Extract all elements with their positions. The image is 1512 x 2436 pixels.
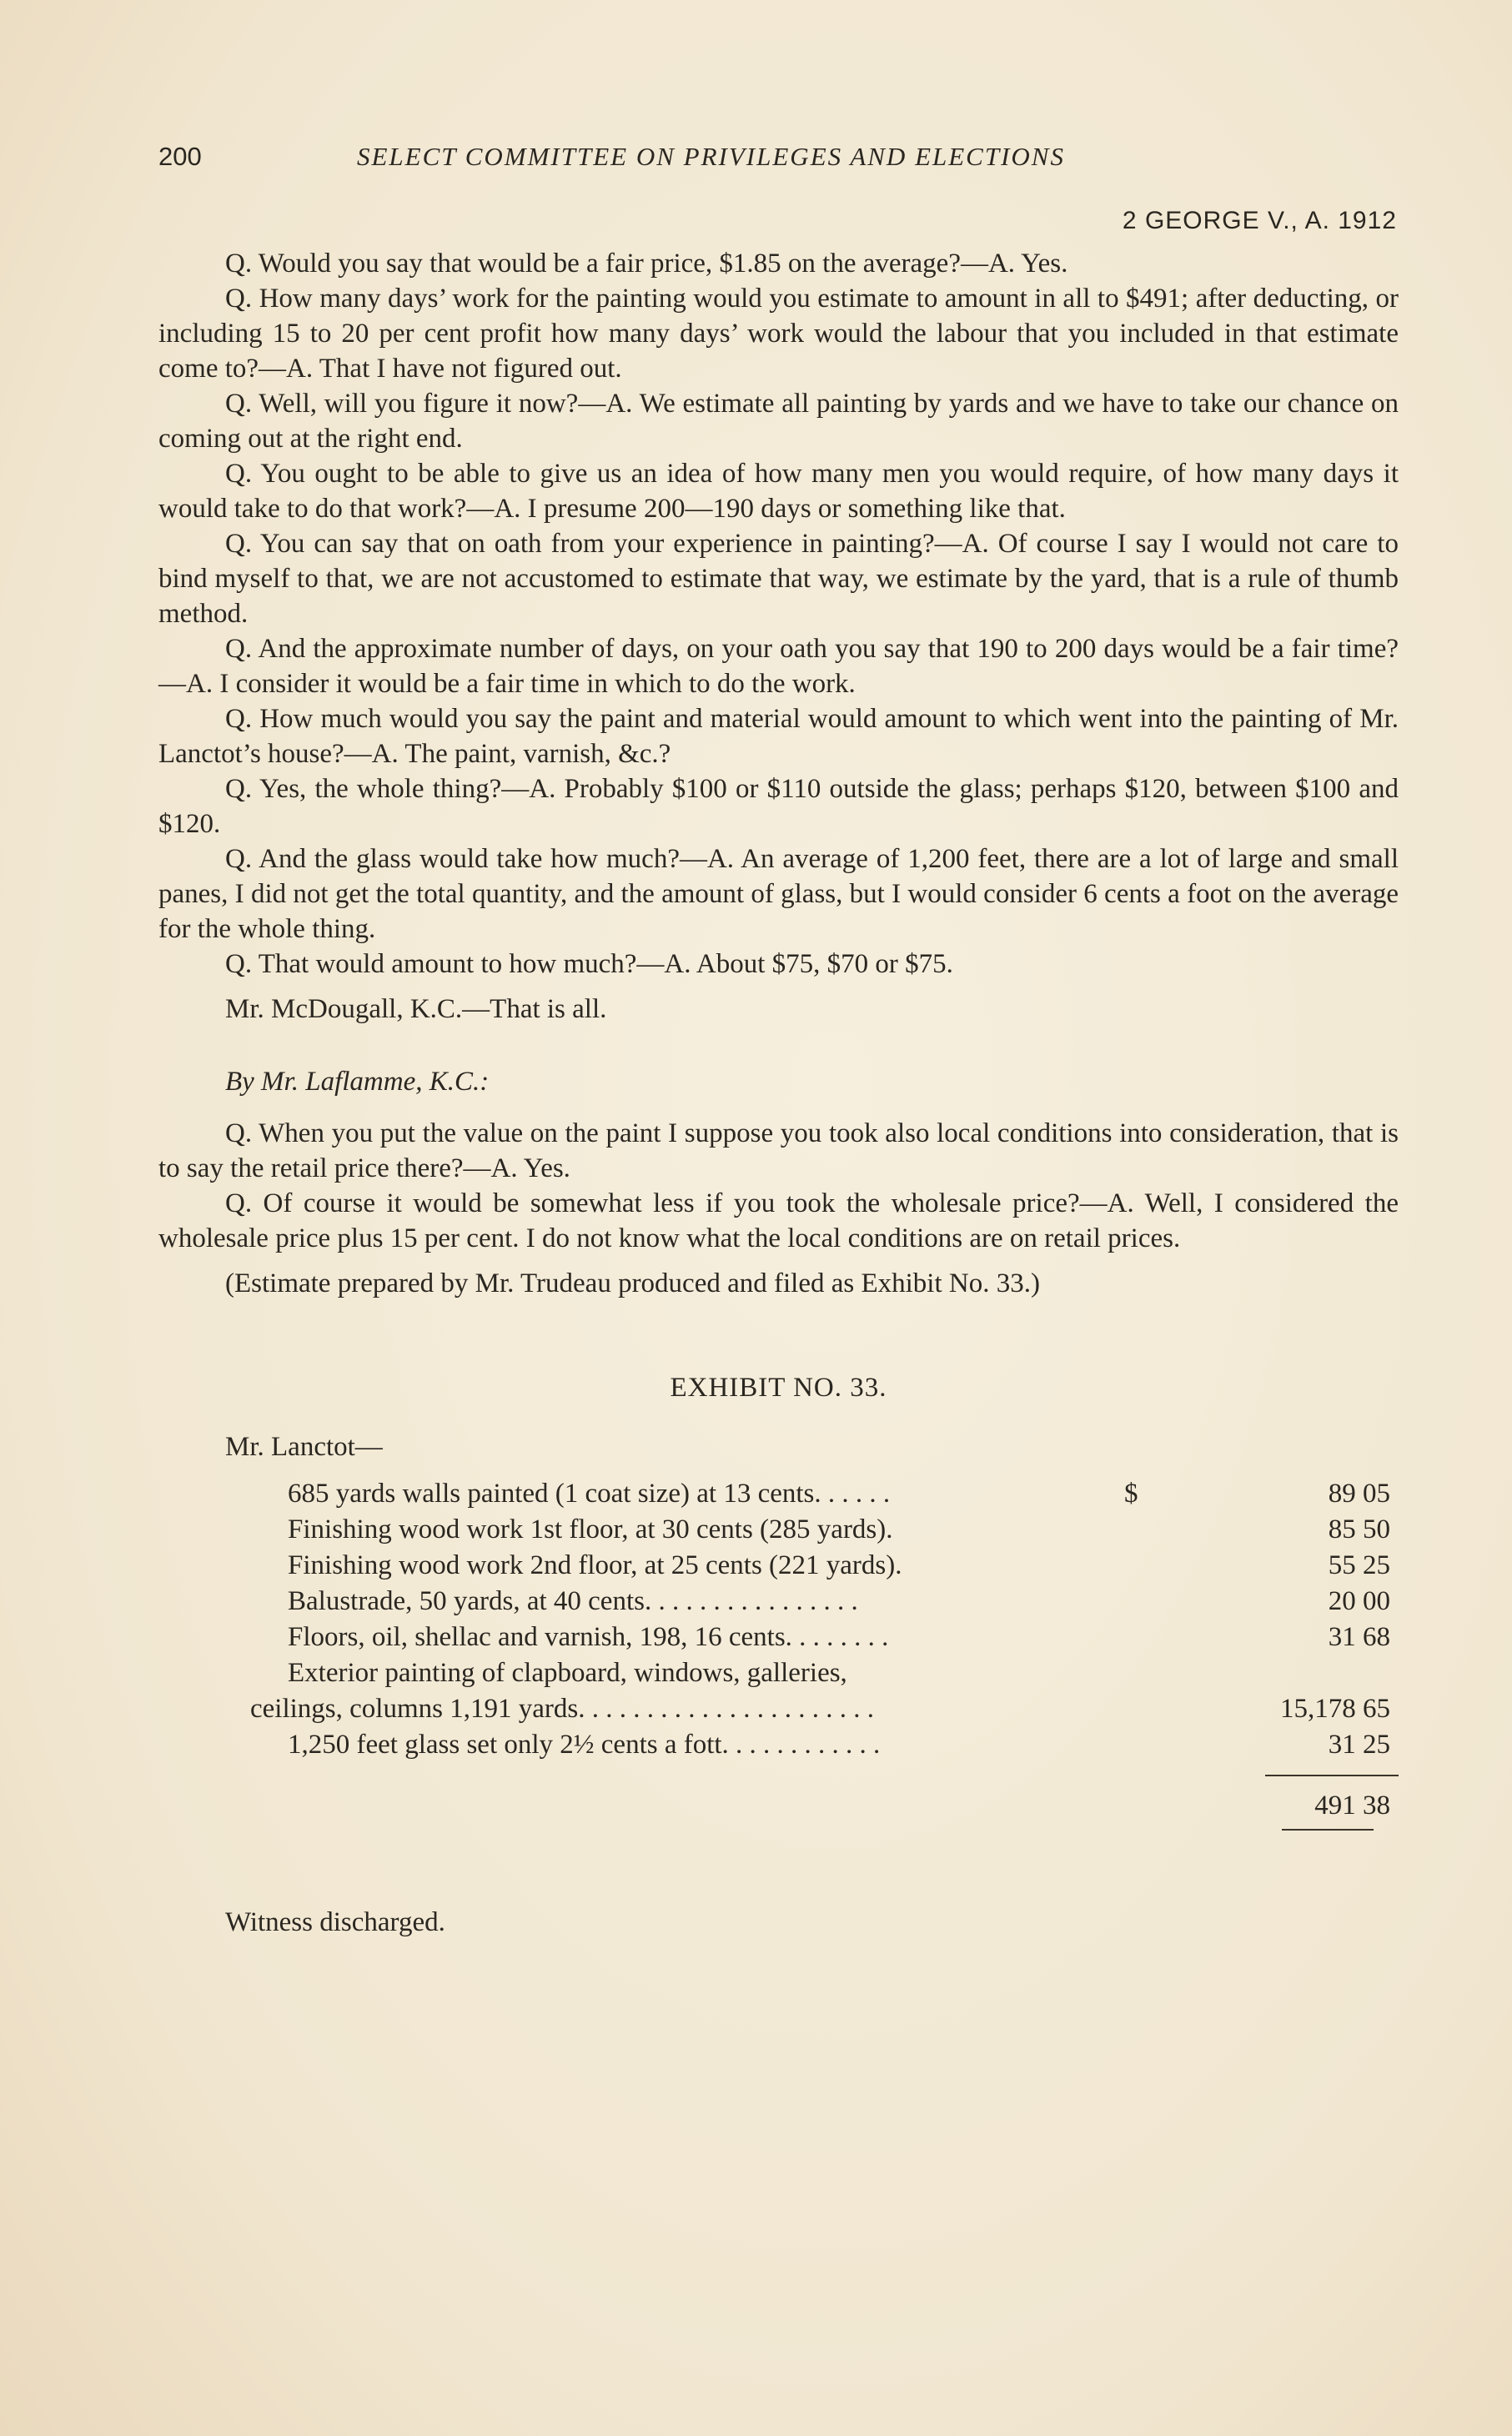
page-header: [158, 142, 1397, 234]
estimate-total: 491 38: [1314, 1791, 1390, 1821]
exhibit-addressee: Mr. Lanctot—: [225, 1432, 383, 1462]
estimate-row: [158, 1727, 1399, 1763]
exhibit-title: EXHIBIT NO. 33.: [670, 1373, 887, 1403]
testimony-paragraph: Q. Yes, the whole thing?—A. Probably $100 or $110 outside the glass; perhaps $120, between $100 and $120.: [158, 774, 1399, 839]
estimate-row: [158, 1655, 1399, 1691]
item-amount: 20 00: [1328, 1586, 1390, 1616]
testimony-paragraph: Q. You ought to be able to give us an idea of how many men you would require, of how many days it would take to do that work?—A. I presume 200—190 days or something like that.: [158, 459, 1399, 524]
currency-symbol: $: [1124, 1479, 1138, 1509]
total-rule-row: [158, 1763, 1399, 1788]
testimony-paragraph: Q. How many days’ work for the painting would you estimate to amount in all to $491; after deducting, or including 15 to 20 per cent profit how many days’ work would the labour that you included in that estimate come to?—A. That I have not figured out.: [158, 284, 1399, 384]
estimate-total-row: [158, 1788, 1399, 1824]
page-number: 200: [158, 142, 202, 171]
exhibit-note: (Estimate prepared by Mr. Trudeau produced and filed as Exhibit No. 33.): [225, 1268, 1040, 1298]
testimony-paragraph: Q. Of course it would be somewhat less if you took the wholesale price?—A. Well, I considered the wholesale price plus 15 per cent. I do not know what the local conditions are on retail prices.: [158, 1188, 1399, 1253]
item-description: ceilings, columns 1,191 yards. . . . . . . . . . . . . . . . . . . . . .: [250, 1694, 874, 1724]
testimony-paragraph: Q. And the glass would take how much?—A. An average of 1,200 feet, there are a lot of large and small panes, I did not get the total quantity, and the amount of glass, but I would consider 6 cents a foot on the average for the whole thing.: [158, 844, 1399, 944]
estimate-row: [158, 1476, 1399, 1512]
closing-rule: [1282, 1829, 1374, 1831]
witness-status: Witness discharged.: [225, 1907, 445, 1937]
estimate-row: [158, 1691, 1399, 1727]
estimate-row: [158, 1620, 1399, 1655]
estimate-table: [158, 1476, 1399, 1849]
document-body: [158, 246, 1399, 1938]
item-description: 1,250 feet glass set only 2½ cents a fott. . . . . . . . . . . .: [288, 1730, 881, 1760]
testimony-paragraph: Q. You can say that on oath from your experience in painting?—A. Of course I say I would not care to bind myself to that, we are not accustomed to estimate that way, we estimate by the yard, that is a rule of thumb method.: [158, 529, 1399, 629]
item-amount: 31 25: [1328, 1730, 1390, 1760]
testimony-paragraph: Q. And the approximate number of days, on your oath you say that 190 to 200 days would be a fair time?—A. I consider it would be a fair time in which to do the work.: [158, 634, 1399, 699]
testimony-paragraph: Q. How much would you say the paint and material would amount to which went into the painting of Mr. Lanctot’s house?—A. The paint, varnish, &c.?: [158, 704, 1399, 769]
testimony-paragraph: Q. Well, will you figure it now?—A. We estimate all painting by yards and we have to take our chance on coming out at the right end.: [158, 389, 1399, 454]
item-description: 685 yards walls painted (1 coat size) at 13 cents. . . . . .: [288, 1479, 891, 1509]
testimony-paragraph: Q. When you put the value on the paint I suppose you took also local conditions into consideration, that is to say the retail price there?—A. Yes.: [158, 1118, 1399, 1183]
sum-rule: [1265, 1775, 1399, 1776]
item-description: Finishing wood work 1st floor, at 30 cents (285 yards).: [288, 1514, 893, 1544]
item-amount: 89 05: [1328, 1479, 1390, 1509]
item-amount: 55 25: [1328, 1550, 1390, 1580]
closing-rule-row: [158, 1824, 1399, 1849]
session-label: 2 GEORGE V., A. 1912: [1122, 207, 1397, 234]
item-description: Finishing wood work 2nd floor, at 25 cents (221 yards).: [288, 1550, 902, 1580]
item-description: Exterior painting of clapboard, windows, galleries,: [288, 1658, 847, 1688]
estimate-row: [158, 1512, 1399, 1548]
item-amount: 31 68: [1328, 1622, 1390, 1652]
item-description: Floors, oil, shellac and varnish, 198, 16 cents. . . . . . . .: [288, 1622, 889, 1652]
running-title: SELECT COMMITTEE ON PRIVILEGES AND ELECTIONS: [357, 142, 1065, 171]
estimate-row: [158, 1584, 1399, 1620]
item-amount: 85 50: [1328, 1514, 1390, 1544]
item-description: Balustrade, 50 yards, at 40 cents. . . . . . . . . . . . . . . .: [288, 1586, 858, 1616]
testimony-paragraph: Q. Would you say that would be a fair price, $1.85 on the average?—A. Yes.: [225, 249, 1068, 279]
testimony-paragraph: Q. That would amount to how much?—A. About $75, $70 or $75.: [225, 949, 953, 979]
closing-remark: Mr. McDougall, K.C.—That is all.: [225, 994, 607, 1024]
estimate-row: [158, 1548, 1399, 1584]
examiner-heading: By Mr. Laflamme, K.C.:: [225, 1067, 490, 1097]
item-amount: 15,178 65: [1280, 1694, 1390, 1724]
